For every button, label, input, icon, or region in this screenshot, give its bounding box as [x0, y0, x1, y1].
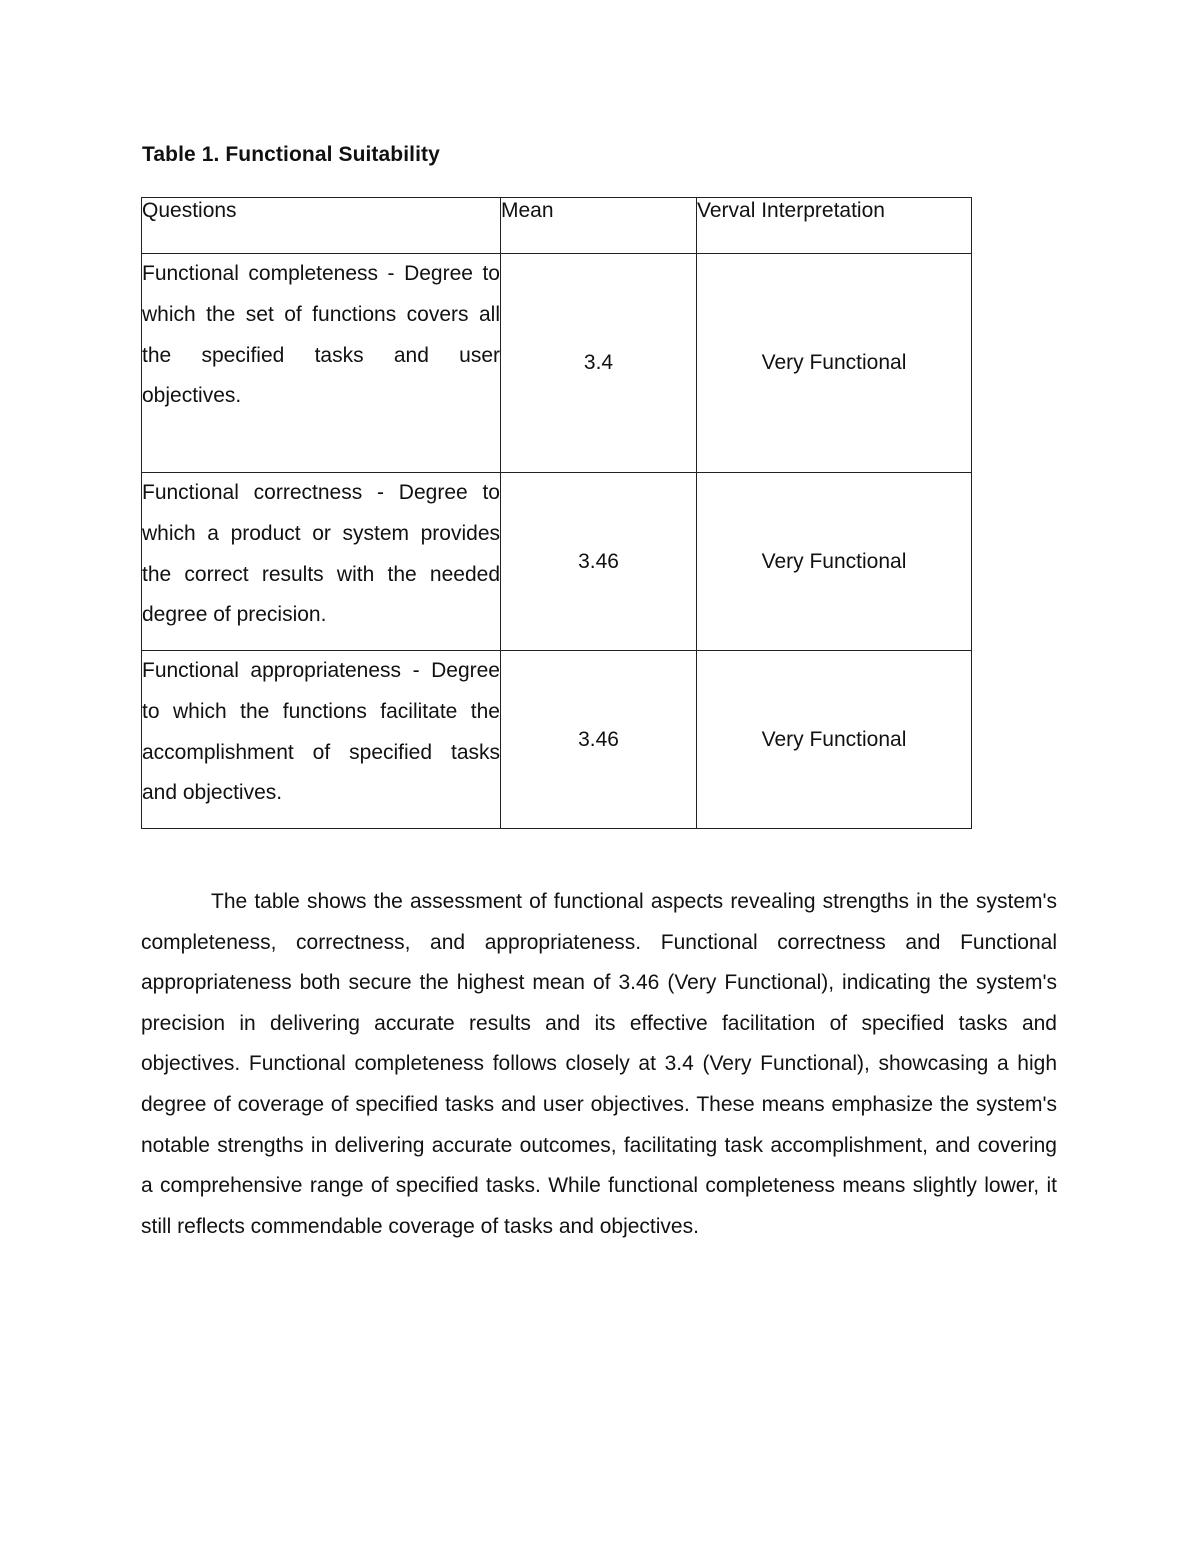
table-row [142, 473, 972, 651]
header-questions: Questions [142, 198, 501, 254]
body-paragraph: The table shows the assessment of functional aspects revealing strengths in the system's completeness, correctness, and appropriateness. Functional correctness and Functional appropriateness both secure the highest mean of 3.46 (Very Functional), indicating the system's precision in delivering accurate results and its effective facilitation of specified tasks and objectives. Functional completeness follows closely at 3.4 (Very Functional), showcasing a high degree of coverage of specified tasks and user objectives. These means emphasize the system's notable strengths in delivering accurate outcomes, facilitating task accomplishment, and covering a comprehensive range of specified tasks. While functional completeness means slightly lower, it still reflects commendable coverage of tasks and objectives. [141, 890, 1057, 1238]
table-header-row [142, 198, 972, 254]
mean-cell: 3.46 [501, 651, 697, 829]
header-mean: Mean [501, 198, 697, 254]
table-caption: Table 1. Functional Suitability [142, 143, 440, 166]
mean-cell: 3.4 [501, 254, 697, 473]
question-cell: Functional appropriateness - Degree to which the functions facilitate the accomplishment of specified tasks and objectives. [142, 651, 501, 829]
interpretation-cell: Very Functional [697, 473, 972, 651]
table-row [142, 651, 972, 829]
functional-suitability-table [141, 197, 972, 829]
interpretation-cell: Very Functional [697, 254, 972, 473]
question-cell: Functional completeness - Degree to which the set of functions covers all the specified tasks and user objectives. [142, 254, 501, 473]
mean-cell: 3.46 [501, 473, 697, 651]
header-verbal-interpretation: Verval Interpretation [697, 198, 972, 254]
interpretation-cell: Very Functional [697, 651, 972, 829]
table-row [142, 254, 972, 473]
question-cell: Functional correctness - Degree to which a product or system provides the correct results with the needed degree of precision. [142, 473, 501, 651]
